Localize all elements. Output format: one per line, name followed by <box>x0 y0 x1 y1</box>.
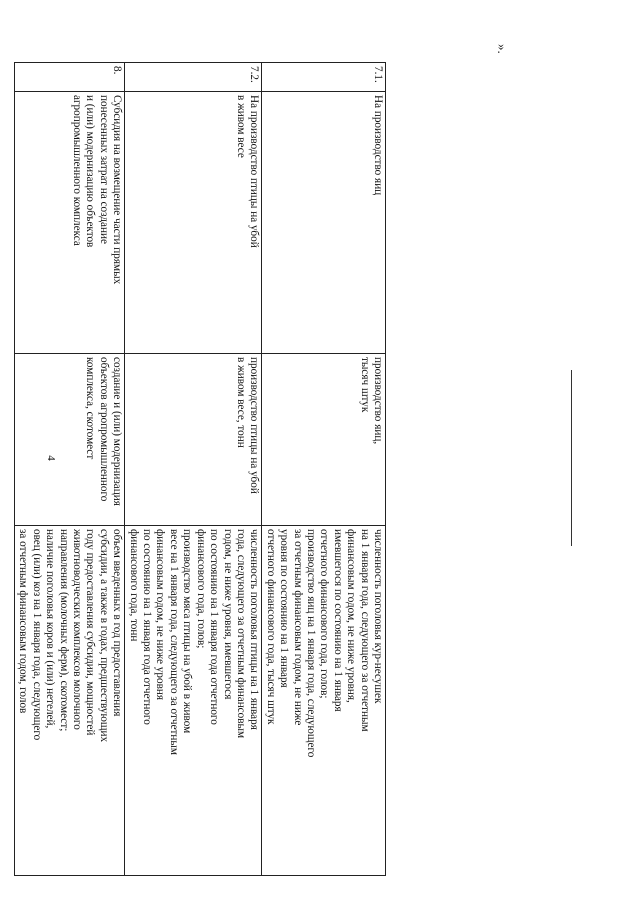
row-number-cell <box>125 63 262 92</box>
indicator-line: комплекса, скотомест <box>84 357 97 460</box>
criteria-line: по состоянию на 1 января года отчетного <box>141 529 154 725</box>
table-row <box>125 63 262 876</box>
page-number: 4 <box>44 455 57 461</box>
criteria-line: отчетного финансового года, голов; <box>318 529 331 699</box>
criteria-line: за отчетным финансовым годом, не ниже <box>291 529 304 726</box>
indicator-line: создание и (или) модернизация <box>111 357 124 506</box>
row-number: 8. <box>111 66 124 75</box>
indicator-cell <box>125 354 262 526</box>
table-body <box>15 63 386 876</box>
criteria-line: животноводческих комплексов молочного <box>71 529 84 730</box>
table-row <box>262 63 386 876</box>
table-frame <box>17 62 386 847</box>
indicator-line: объектов агропромышленного <box>97 357 110 502</box>
indicator-line: производство птицы на убой <box>248 357 261 494</box>
row-number-cell <box>262 63 386 92</box>
criteria-line: овец (или) коз на 1 января года, следующего <box>30 529 43 741</box>
criteria-line: производство мяса птицы на убой в живом <box>181 529 194 734</box>
criteria-line: финансовым годом, не ниже уровня, <box>345 529 358 703</box>
indicator-line: тысяч штук <box>358 357 371 413</box>
criteria-line: уровня по состоянию на 1 января <box>278 529 291 688</box>
criteria-line: года, следующего за отчетным финансовым <box>234 529 247 739</box>
subsidy-name-cell <box>15 92 125 354</box>
criteria-line: производство яиц на 1 января года, следующего <box>304 529 317 758</box>
indicator-line: в живом весе, тонн <box>234 357 247 448</box>
criteria-line: имевшегося по состоянию на 1 января <box>331 529 344 712</box>
subsidy-table <box>14 62 386 876</box>
subsidy-name-line: в живом весе <box>234 95 247 158</box>
criteria-line: объем введенных в год предоставления <box>111 529 124 717</box>
criteria-line: наличие поголовья коров и (или) нетелей, <box>44 529 57 729</box>
subsidy-name-line: На производство птицы на убой <box>248 95 261 248</box>
row-number: 7.2. <box>248 66 261 83</box>
criteria-line: направления (молочных ферм), скотомест; <box>57 529 70 732</box>
criteria-line: отчетного финансового года, тысяч штук <box>264 529 277 725</box>
criteria-line: за отчетным финансовым годом, голов <box>17 529 30 714</box>
rotated-table-container <box>17 62 386 847</box>
indicator-cell <box>262 354 386 526</box>
subsidy-name-line: и (или) модернизацию объектов <box>84 95 97 248</box>
criteria-cell <box>262 526 386 876</box>
subsidy-name-line: агропромышленного комплекса <box>71 95 84 246</box>
criteria-line: финансового года, тонн <box>127 529 140 642</box>
subsidy-name-line: понесенных затрат на создание <box>97 95 110 244</box>
subsidy-name-line: Субсидия на возмещение части прямых <box>111 95 124 285</box>
criteria-line: годом, не ниже уровня, имевшегося <box>221 529 234 700</box>
criteria-line: весе на 1 января года, следующего за отчетным <box>167 529 180 755</box>
subsidy-name-line: На производство яиц <box>372 95 384 196</box>
criteria-line: году предоставления субсидии, мощностей <box>84 529 97 736</box>
criteria-line: финансовым годом, не ниже уровня <box>154 529 167 701</box>
subsidy-name-cell <box>125 92 262 354</box>
criteria-cell <box>15 526 125 876</box>
indicator-cell <box>15 354 125 526</box>
row-number-cell <box>15 63 125 92</box>
closing-quote-mark: ». <box>495 44 510 54</box>
criteria-line: по состоянию на 1 января года отчетного <box>208 529 221 725</box>
criteria-line: финансового года, голов; <box>194 529 207 649</box>
criteria-line: численность поголовья кур-несушек <box>372 529 384 704</box>
footnote-separator <box>571 370 572 546</box>
table-row <box>15 63 125 876</box>
subsidy-name-cell <box>262 92 386 354</box>
indicator-line: производство яиц, <box>372 357 384 445</box>
criteria-line: на 1 января года, следующего за отчетным <box>358 529 371 732</box>
criteria-line: субсидии, а также в годах, предшествующих <box>97 529 110 743</box>
criteria-line: численность поголовья птицы на 1 января <box>248 529 261 730</box>
row-number: 7.1. <box>372 66 384 83</box>
criteria-cell <box>125 526 262 876</box>
